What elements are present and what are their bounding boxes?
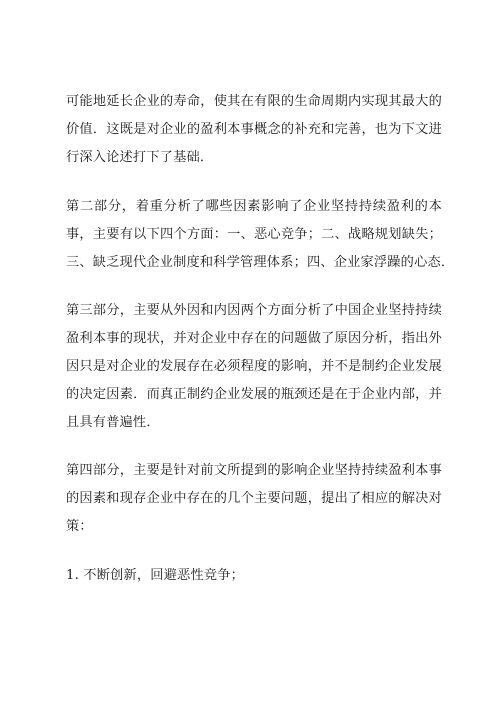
paragraph-line: 三、缺乏现代企业制度和科学管理体系；四、企业家浮躁的心态． xyxy=(66,255,455,270)
paragraph-line: 的决定因素．而真正制约企业发展的瓶颈还是在于企业内部，并 xyxy=(66,387,442,402)
paragraph-part-four xyxy=(66,457,442,541)
paragraph-line: 可能地延长企业的寿命，使其在有限的生命周期内实现其最大的 xyxy=(66,94,442,109)
paragraph-line: 事，主要有以下四个方面：一、恶心竞争；二、战略规划缺失； xyxy=(66,227,442,242)
paragraph-line: 盈利本事的现状，并对企业中存在的问题做了原因分析，指出外 xyxy=(66,331,442,346)
paragraph-intro-continuation xyxy=(66,88,442,172)
list-item-solution-1 xyxy=(66,562,442,590)
paragraph-line: 且具有普遍性． xyxy=(66,415,160,430)
paragraph-part-three xyxy=(66,297,442,437)
paragraph-line: 第三部分，主要从外因和内因两个方面分析了中国企业坚持持续 xyxy=(66,303,442,318)
paragraph-line: 1. 不断创新，回避恶性竞争； xyxy=(66,568,245,583)
paragraph-line: 第四部分，主要是针对前文所提到的影响企业坚持持续盈利本事 xyxy=(66,463,442,478)
paragraph-line: 策： xyxy=(66,519,93,534)
paragraph-line: 第二部分，着重分析了哪些因素影响了企业坚持持续盈利的本 xyxy=(66,199,442,214)
paragraph-line: 价值．这既是对企业的盈利本事概念的补充和完善，也为下文进 xyxy=(66,122,442,137)
paragraph-line: 的因素和现存企业中存在的几个主要问题，提出了相应的解决对 xyxy=(66,491,442,506)
paragraph-line: 因只是对企业的发展存在必须程度的影响，并不是制约企业发展 xyxy=(66,359,442,374)
paragraph-line: 行深入论述打下了基础． xyxy=(66,150,214,165)
paragraph-part-two xyxy=(66,193,455,277)
